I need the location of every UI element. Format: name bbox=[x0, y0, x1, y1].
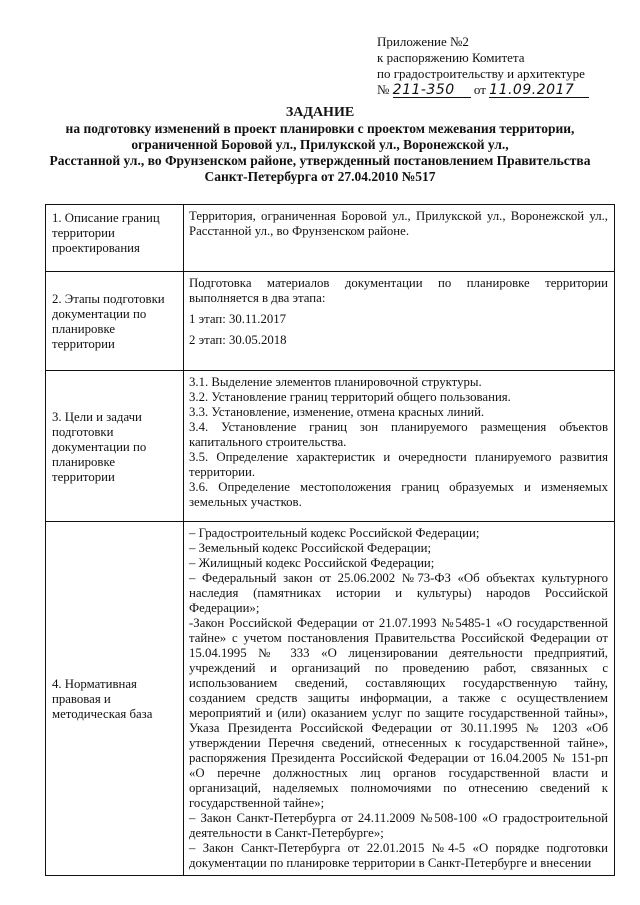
table-row bbox=[46, 272, 615, 371]
list-item: – Закон Санкт-Петербурга от 24.11.2009 №508-100 «О градостроительной деятельности в Санкт-Петербурге»; bbox=[189, 811, 608, 840]
appendix-header bbox=[377, 34, 589, 98]
list-item: – Федеральный закон от 25.06.2002 №73-ФЗ «Об объектах культурного наследия (памятниках истории и культуры) народов Российской Федерации»; bbox=[189, 571, 608, 615]
row-value-stages bbox=[184, 272, 615, 371]
list-item: – Градостроительный кодекс Российской Федерации; bbox=[189, 526, 480, 540]
row-value-goals bbox=[184, 371, 615, 522]
row-label-regulations: 4. Нормативная правовая и методическая база bbox=[46, 522, 184, 876]
handwritten-date: 11.09.2017 bbox=[489, 84, 589, 98]
list-item: – Жилищный кодекс Российской Федерации; bbox=[189, 556, 435, 570]
list-item: 3.6. Определение местоположения границ образуемых и изменяемых земельных участков. bbox=[189, 480, 608, 509]
number-prefix: № bbox=[377, 82, 390, 97]
list-item: 3.1. Выделение элементов планировочной структуры. bbox=[189, 375, 482, 389]
title-line-5: Санкт-Петербурга от 27.04.2010 №517 bbox=[204, 169, 436, 184]
list-item: – Земельный кодекс Российской Федерации; bbox=[189, 541, 432, 555]
row-label-goals: 3. Цели и задачи подготовки документации по планировке территории bbox=[46, 371, 184, 522]
list-item: 3.5. Определение характеристик и очередности планируемого развития территории. bbox=[189, 450, 608, 479]
row-label-boundaries: 1. Описание границ территории проектирования bbox=[46, 205, 184, 272]
appendix-line-1: Приложение №2 bbox=[377, 34, 469, 49]
title-heading: ЗАДАНИЕ bbox=[285, 105, 355, 120]
list-item: -Закон Российской Федерации от 21.07.1993 №5485-1 «О государственной тайне» с учетом постановления Правительства Российской Федерации от 15.04.1995 № 333 «О лицензировании деятельности предприятий, учреждений и организаций по проведению работ, связанных с использованием сведений, составляющих государственную тайну, созданием средств защиты информации, а также с осуществлением мероприятий и (или) оказанием услуг по защите государственной тайны», Указа Президента Российской Федерации от 30.11.1995 № 1203 «Об утверждении Перечня сведений, отнесенных к государственной тайне», распоряжения Президента Российской Федерации от 16.04.2005 № 151-рп «О перечне должностных лиц органов государственной власти и организаций, наделяемых полномочиями по отнесению сведений к государственной тайне»; bbox=[189, 616, 608, 810]
title-line-2: на подготовку изменений в проект планировки с проектом межевания территории, bbox=[65, 121, 575, 136]
title-line-4: Расстанной ул., во Фрунзенском районе, утвержденный постановлением Правительства bbox=[49, 153, 591, 168]
appendix-line-3: по градостроительству и архитектуре bbox=[377, 66, 585, 81]
stage-2: 2 этап: 30.05.2018 bbox=[189, 333, 287, 347]
appendix-line-2: к распоряжению Комитета bbox=[377, 50, 525, 65]
list-item: 3.3. Установление, изменение, отмена красных линий. bbox=[189, 405, 485, 419]
task-table bbox=[45, 204, 615, 876]
table-row bbox=[46, 205, 615, 272]
document-title bbox=[40, 105, 600, 185]
handwritten-number: 211-350 bbox=[393, 84, 471, 98]
list-item: 3.4. Установление границ зон планируемого размещения объектов капитального строительства. bbox=[189, 420, 608, 449]
stage-1: 1 этап: 30.11.2017 bbox=[189, 312, 287, 326]
list-item: – Закон Санкт-Петербурга от 22.01.2015 №4-5 «О порядке подготовки документации по планировке территории в Санкт-Петербурге и внесении bbox=[189, 841, 608, 870]
row-label-stages: 2. Этапы подготовки документации по планировке территории bbox=[46, 272, 184, 371]
row-value-regulations bbox=[184, 522, 615, 876]
list-item: 3.2. Установление границ территорий общего пользования. bbox=[189, 390, 511, 404]
title-line-3: ограниченной Боровой ул., Прилукской ул., Воронежской ул., bbox=[131, 137, 509, 152]
table-row bbox=[46, 522, 615, 876]
date-prefix: от bbox=[473, 82, 486, 97]
table-row bbox=[46, 371, 615, 522]
stages-intro: Подготовка материалов документации по планировке территории выполняется в два этапа: bbox=[189, 276, 608, 305]
appendix-number-line bbox=[377, 82, 589, 98]
row-value-boundaries: Территория, ограниченная Боровой ул., Прилукской ул., Воронежской ул., Расстанной ул., во Фрунзенском районе. bbox=[184, 205, 615, 272]
